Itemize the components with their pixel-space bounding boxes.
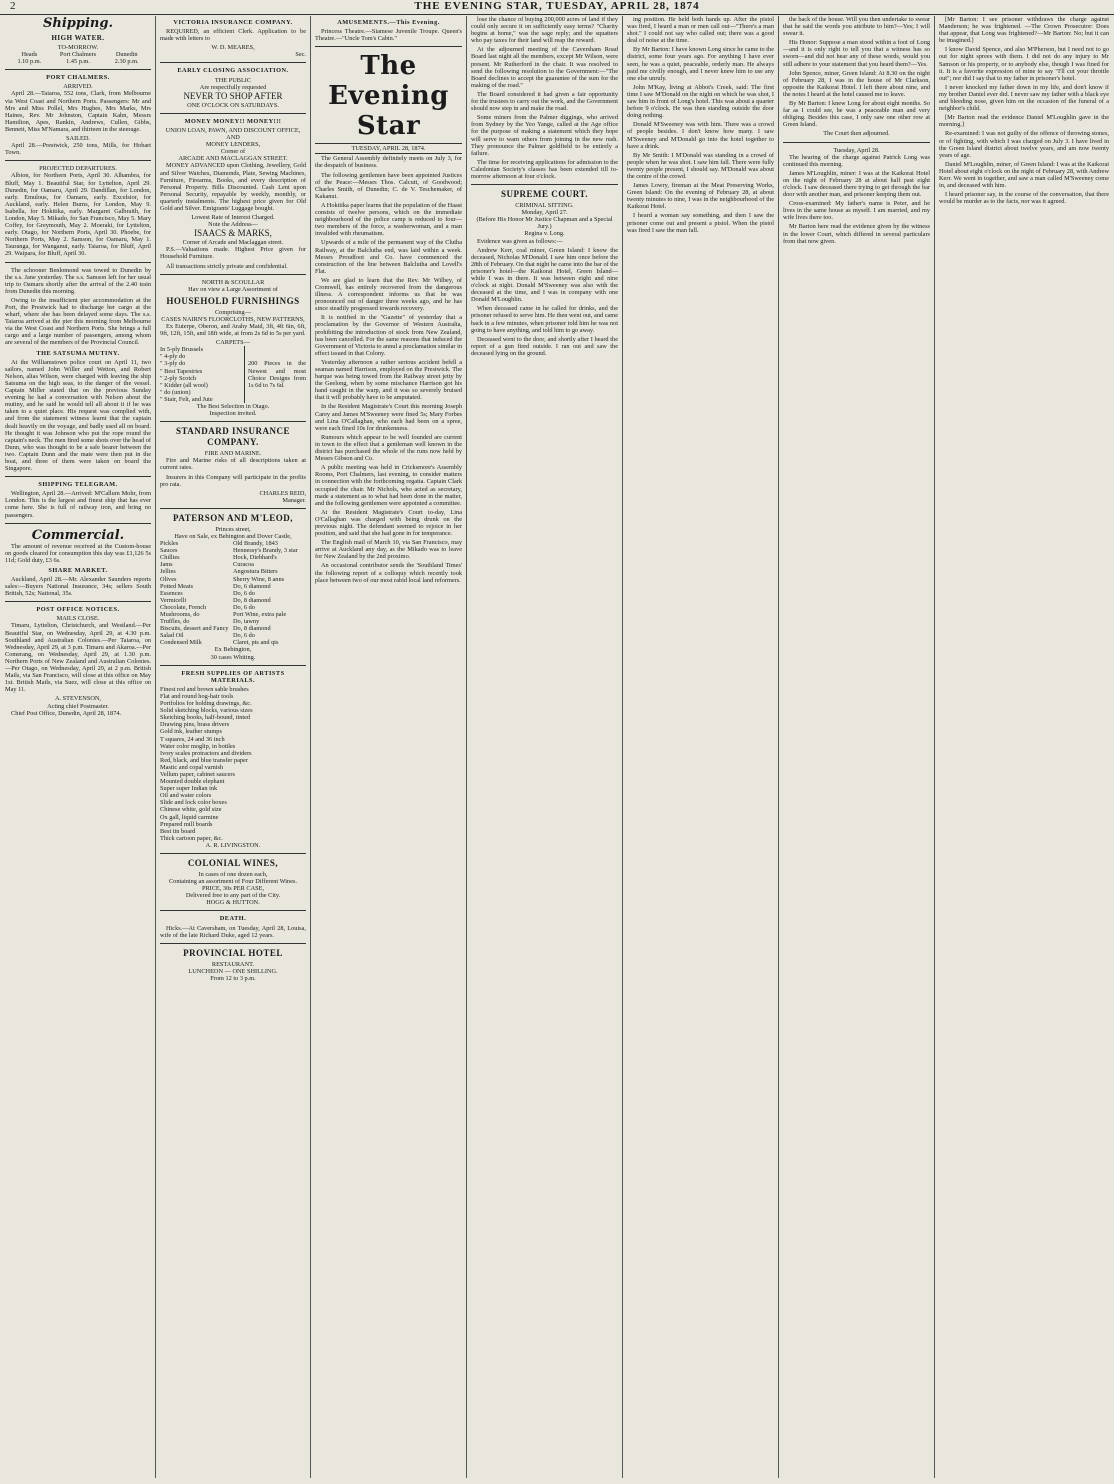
ex-ships-text: Ex Euterpe, Oberon, and Arahy Maid, 3ft, 4ft 6in, 6ft, 9ft, 12ft, 15ft, and 18ft wide, at from 2s 6d to 5s per yard. — [160, 323, 306, 338]
news-paragraph: The Board considered it had given a fair opportunity for the trustees to carry out the work, and the Government should now step in and make the road. — [471, 90, 618, 113]
editorial-paragraph: In the Resident Magistrate's Court this morning Joseph Carey and James M'Sweeney were fined 5s; Mary Forbes and Lina O'Callaghan, who each had been on a spree, were each fined 10s for drunkenness. — [315, 403, 462, 432]
commercial-text: The amount of revenue received at the Custom-house on goods cleared for consumption this day was £1,126 5s 11d; Gold duty, £3 6s. — [5, 542, 151, 564]
artists-heading: FRESH SUPPLIES OF ARTISTS MATERIALS. — [181, 669, 285, 684]
victoria-heading: VICTORIA INSURANCE COMPANY. — [173, 19, 293, 26]
editorial-paragraph: At the Resident Magistrate's Court to-day, Lina O'Callaghan was charged with being drunk on the previous night. The defendant seemed to rejoice in her position, and said that she had gone in for temperance. — [315, 508, 462, 538]
court-paragraph: I know David Spence, and also M'Pherson, but I need not to go out for night sprees with them. I did not do any injury to Mr Samson or his property, or to anybody else, though I was fined for it. It is a favorite expression of mine to say "I'll cut your throttle out"; nor did I say that to my father in prisoner's hotel. — [939, 46, 1109, 82]
share-market-text: Auckland, April 28.—Mr. Alexander Saunders reports sales:—Buyers National Insurance, 34s; sellers South British, 52s; National, 35s. — [5, 576, 151, 598]
goods-item: Truffles, do — [160, 618, 190, 626]
post-office-text: Timaru, Lyttelton, Christchurch, and Westland.—Per Beautiful Star, on Wednesday, April 29, at 4.30 p.m. Southland and Australian Colonies.—Per Taiaroa, on Wednesday, April 29, at 3 p.m. Timaru and Akaroa.—Per Comerang, on Wednesday, April 29, at 1.30 p.m. Northern Ports of New Zealand and Australian Colonies.—Per Otago, on Wednesday, April 29, at 2 p.m. British Mails, via San Francisco, will close at this office on May 1st. British Mails, via Suez, will close at this office on May 11. — [5, 622, 151, 694]
money-text: MONEY ADVANCED upon Clothing, Jewellery, Gold and Silver Watches, Diamonds, Plate, Sewing Machines, Furniture, Firearms, Books, and every description of Personal Property. Bills Discounted. Cash Lent upon Personal Security, repayable by weekly, monthly, or quarterly instalments. The highest price given for Old Gold and Silver. Emigrants' Luggage bought. — [160, 162, 306, 212]
editorial-paragraph: The English mail of March 10, via San Francisco, may arrive at Auckland any day, as the Mikado was to leave for New Zealand by the 2nd proximo. — [315, 539, 462, 561]
carpet-line: " do (union) — [160, 388, 191, 396]
victoria-text: REQUIRED, an efficient Clerk. Application to be made with letters to — [160, 28, 306, 43]
fire-marine: FIRE AND MARINE. — [204, 450, 262, 458]
artists-item: Mastic and copal varnish — [160, 763, 224, 771]
tide-dunedin-time: 2.30 p.m. — [114, 58, 139, 66]
masthead-title: The Evening Star — [328, 51, 449, 142]
projected-list: Albion, for Northern Ports, April 30. Alhambra, for Bluff, May 1. Beautiful Star, for Lyttelton, April 29. Dunedin, for Oamaru, April 29. Dandillan, for London, early. Emulous, for Oamaru, early. Excelsior, for Auckland, early. Helen Burns, for London, May 9. Isabella, for Hokitika, early. Margaret Galbraith, for London, May 5. Mikado, for San Francisco, May 5. Mary Coffey, for Greymouth, May 2. Moeraki, for Lyttelton, early. Otago, for Northern Ports, April 30. Phoebe, for Northern Ports, May 2. Samson, for Oamaru, May 1. Tauranga, for Wanganui, early. Taiaroa, for Bluff, April 29. Waipara, for Bluff, April 30. — [5, 172, 151, 258]
carpet-line: " 3-ply do — [160, 360, 186, 368]
editorial-paragraph: An occasional contributor sends the 'Southland Times' the following report of a colloquy which recently took place between two of our most rabid local land reformers. — [315, 562, 462, 584]
colonial-wines-heading: COLONIAL WINES, — [187, 858, 279, 868]
goods-item: Do, 8 diamond — [233, 596, 271, 604]
goods-item: Jellies — [160, 568, 176, 576]
arrived-text: April 28.—Taiaroa, 552 tons, Clark, from Melbourne via West Coast and Northern Ports. Passengers: Mr and Mrs and Miss Pollel, Mrs Hughes, Mrs Marks, Mrs Haines, Rev. Mr Johnston, Captain Kahn, Messrs Hamilton, Apes, Rankin, Andrews, Cullen, Gibbs, Bennett, Miss M'Namara, and thirteen in the steerage. — [5, 90, 151, 133]
court-paragraph: James M'Loughlin, miner: I was at the Kaikorai Hotel on the night of February 28 at about half past eight o'clock. I saw deceased there trying to get through the bar door with another man, and prisoner keeping them out. — [783, 169, 930, 199]
artists-item: Ox gall, liquid carmine — [160, 813, 219, 821]
delivered: Delivered free to any part of the City. — [185, 892, 281, 900]
court-paragraph: Cross-examined: My father's name is Peter, and he lives in the same house as myself. I am married, and my wife lives there too. — [783, 200, 930, 222]
tide-port-time: 1.45 p.m. — [66, 58, 90, 66]
goods-item: Curacoa — [233, 561, 254, 569]
note-address: Note the Address— — [208, 221, 258, 229]
column-court-1 — [624, 16, 777, 1478]
editorial-paragraph: A public meeting was held in Cricksmore's Assembly Rooms, Port Chalmers, last evening, to consider matters in connection with the forthcoming regatta. Captain Clark occupied the chair. Mr Nichols, who acted as secretary, made a statement as to what had been done in the matter, and the following gentlemen were appointed a committee. — [315, 464, 462, 507]
goods-item: Old Brandy, 1843 — [233, 540, 278, 548]
court-before: (Before His Honor Mr Justice Chapman and a Special Jury.) — [476, 216, 613, 231]
whiting-cases: 30 cases Whiting. — [210, 653, 256, 661]
news-paragraph: Some miners from the Palmer diggings, who arrived from Sydney by the Yeo Yange, called at the Age office for the purpose of making a statement which they hope will serve to warn others from joining in the new rush. They pronounce the Palmer goldfield to be entirely a failure. — [471, 114, 618, 157]
goods-item: Port Wine, extra pale — [233, 611, 287, 618]
artists-item: Solid sketching blocks, various sizes — [160, 707, 253, 715]
sailed-label: SAILED. — [66, 135, 90, 143]
court-paragraph: John Spence, miner, Green Island: At 8.30 on the night of February 28, I was in the house of Mr Clarkson, opposite the Kaikorai Hotel. I left there about nine, and the notes I heard at the hotel caused me to leave. — [783, 69, 930, 98]
carpet-line: " Kidder (all wool) — [160, 381, 208, 389]
editorial-paragraph: Yesterday afternoon a rather serious accident befell a seaman named Harrison, employed on the Prestwick. The barque was being towed from the Railway street jetty by the Geelong, when by some mischance Harrison got his hand caught in the warp, and it was so severely bruised that it will probably have to be amputated. — [315, 358, 462, 402]
victoria-signature: W. D. MEARES, — [211, 44, 255, 52]
share-market-heading: SHARE MARKET. — [48, 566, 108, 574]
court-paragraph: James Lowry, fireman at the Meat Preserving Works, Green Island: On the evening of February 28, at about twenty minutes to nine, I was in the neighbourhood of the Kaikorai Hotel. — [627, 182, 774, 211]
one-oclock: ONE O'CLOCK ON SATURDAYS. — [187, 101, 279, 109]
requested: Are respectfully requested — [199, 83, 267, 91]
news-paragraph: The time for receiving applications for admission to the Caledonian Society's classes has been extended till to-morrow afternoon at four o'clock. — [471, 158, 618, 180]
court-paragraph: John M'Kay, living at Abbot's Creek, said: The first time I saw M'Donald on the night on which he was shot, I saw him in front of Long's hotel. This was about a quarter before 9 o'clock. He was then standing outside the door doing nothing. — [627, 83, 774, 120]
livingston-signature: A. R. LIVINGSTON. — [205, 841, 261, 849]
projected-label: PROJECTED DEPARTURES. — [39, 165, 117, 173]
goods-item: Vermicelli — [160, 596, 187, 604]
carpet-block — [160, 346, 306, 403]
artists-list — [160, 686, 306, 842]
court-paragraph: I never knocked my father down in my life, and don't know if my brother Daniel ever did. I never saw my father with a black eye and bleeding nose, given him on the occasion of the funeral of a neighbor's child. — [939, 83, 1109, 113]
column-rule — [778, 16, 779, 1478]
editorial-paragraph: The following gentlemen have been appointed Justices of the Peace:—Messrs Thos. Calcutt, of Goodwood; Charles Smith, of Dunedin; C. de V. Teschemaker, of Kakanui. — [315, 171, 462, 200]
amusements-text: Princess Theatre.—Siamese Juvenile Troupe. Queen's Theatre.—"Uncle Tom's Cabin." — [315, 28, 462, 43]
artists-item: Prepared mill boards — [160, 820, 213, 828]
mutiny-heading: THE SATSUMA MUTINY. — [36, 349, 120, 357]
goods-item: Biscuits, dessert and Fancy — [160, 625, 229, 633]
editorial-dateline: TUESDAY, APRIL 28, 1874. — [351, 145, 426, 153]
goods-item: Olives — [160, 575, 177, 583]
goods-item: Sherry Wine, 8 anns — [233, 575, 285, 583]
have-on-view: Hav on view a Large Assortment of — [188, 285, 278, 293]
editorial-paragraph: Rumours which appear to be well founded are current in town to the effect that a gentleman well known in the district has purchased the whole of the runs now held by Messrs Gibson and Co. — [315, 433, 462, 463]
running-title: THE EVENING STAR, TUESDAY, APRIL 28, 1874 — [414, 0, 700, 12]
goods-item: Do, 6 do — [233, 632, 255, 640]
the-public: THE PUBLIC — [214, 76, 252, 84]
goods-item: Hennessy's Brandy, 3 star — [233, 547, 298, 555]
provincial-heading: PROVINCIAL HOTEL — [183, 947, 283, 958]
court-paragraph: His Honor: Suppose a man stood within a foot of Long—and it is only right to tell you that a witness has so sworn—and did not hear any of these words, would you still adhere to your statement that you heard them?—Yes. — [783, 39, 930, 68]
court-date: Monday, April 27. — [521, 209, 568, 217]
goods-table — [160, 540, 306, 646]
goods-item: Claret, pts and qts — [233, 639, 279, 647]
post-office-heading: POST OFFICE NOTICES. — [36, 606, 120, 614]
column-rule — [466, 16, 467, 1478]
victoria-signature-role: Sec. — [295, 51, 306, 59]
goods-item: Angostura Bitters — [233, 568, 278, 576]
editorial-paragraph: Upwards of a mile of the permanent way of the Clutha Railway, at the Balclutha end, was laid within a week. Messrs Proudfoot and Co. have commenced the construction of the line between Balclutha and Lovell's Flat. — [315, 239, 462, 275]
goods-item: Potted Meats — [160, 582, 194, 590]
tuesday-label: Tuesday, April 28. — [833, 146, 880, 154]
court-paragraph: [Mr Barton: I see prisoner withdraws the charge against Manderson; he was frightened. —The Crown Prosecutor: Does that appear, that Long was frightened?—Mr Barton: No; but it can be imagined.] — [939, 16, 1109, 45]
post-place: Chief Post Office, Dunedin, April 28, 1874. — [11, 709, 122, 717]
corner-of: Corner of — [220, 148, 246, 156]
tide-table-times — [5, 58, 151, 65]
news-paragraph: lose the chance of buying 200,000 acres of land if they could only secure it on sufficiently easy terms? "Charity begins at home," was the sage reply; and the squatters who pay taxes for their land will reap the reward. — [471, 16, 618, 45]
tide-port-label: Port Chalmers — [59, 51, 97, 59]
commercial-heading: Commercial. — [31, 527, 125, 543]
goods-item: Chillies — [160, 554, 180, 562]
artists-item: Oil and water colors — [160, 792, 212, 800]
goods-item: Do, 6 diamond — [233, 582, 271, 590]
artists-item: Thick cartoon paper, &c. — [160, 834, 223, 842]
goods-item: Condensed Milk — [160, 639, 202, 647]
court-paragraph: The hearing of the charge against Patrick Long was continued this morning. — [783, 153, 930, 168]
ex-bebington: Ex Bebington, — [214, 646, 252, 654]
death-text: Hicks.—At Caversham, on Tuesday, April 28, Louisa, wife of the late Richard Duke, aged 12 years. — [160, 924, 306, 939]
price: PRICE, 30s PER CASE, — [201, 885, 265, 893]
money-line: MONEY MONEY!! MONEY!!! — [184, 117, 282, 125]
goods-item: Do, 6 do — [233, 603, 255, 611]
carpet-note: 200 Pieces in the Newest and most Choice Designs from 1s 6d to 7s 6d. — [244, 346, 306, 403]
court-paragraph: Daniel M'Loughlin, miner, of Green Island: I was at the Kaikorai Hotel about eight o'clock on the night of February 28, with Andrew Kerr. We went in together, and saw a man called M'Sweeney come in, and deceased with him. — [939, 160, 1109, 190]
restaurant: RESTAURANT. — [211, 960, 255, 968]
and-label: AND — [226, 134, 240, 142]
lowest-rate: Lowest Rate of Interest Charged. — [191, 214, 275, 222]
artists-item: Red, black, and blue transfer paper — [160, 756, 248, 764]
artists-item: Slide and lock color boxes — [160, 799, 227, 807]
artists-item: Best tin board — [160, 827, 196, 835]
goods-item: Hock, Diebhard's — [233, 554, 277, 562]
telegram-text: Wellington, April 28.—Arrived: M'Callum Mohr, from London. This is the largest and finest ship that has ever come here. She is full of railway iron, and bring no passengers. — [5, 490, 151, 519]
artists-item: Water color moglip, in bottles — [160, 742, 236, 750]
mails-close-label: MAILS CLOSE. — [56, 615, 100, 623]
best-selection: The Best Selection in Otago. — [196, 403, 270, 411]
household-heading: HOUSEHOLD FURNISHINGS — [166, 295, 300, 306]
fire-text: Fire and Marine risks of all descriptions taken at current rates. — [160, 457, 306, 472]
column-rule — [934, 16, 935, 1478]
criminal-sitting: CRIMINAL SITTING. — [515, 202, 574, 210]
artists-item: Chinese white, gold size — [160, 806, 222, 814]
containing: Containing an assortment of Four Different Wines. — [168, 878, 298, 886]
editorial-paragraph: We are glad to learn that the Rev. Mr Wilbey, of Cromwell, has entirely recovered from the dangerous illness. A correspondent informs us that he was pronounced out of danger three weeks ago, and he has since steadily progressed towards recovery. — [315, 276, 462, 313]
sailed-text: April 28.—Prestwick, 250 tons, Mills, for Hobart Town. — [5, 142, 151, 157]
column-advertisements — [157, 16, 309, 1478]
column-rule — [310, 16, 311, 1478]
carpet-line: " 2-ply Scotch — [160, 374, 197, 382]
post-signature-role: Acting chief Postmaster. — [47, 702, 109, 710]
comprising: Comprising— — [214, 308, 252, 316]
court-paragraph: By Mr Smith: I M'Donald was standing in a crowd of people when he was shot. I saw him fall. There were fully twenty people present, I should say. M'Donald was about the centre of the crowd. — [627, 151, 774, 180]
paterson-heading: PATERSON AND M'LEOD, — [173, 512, 293, 523]
isaacs-marks: ISAACS & MARKS, — [194, 228, 272, 239]
carpet-list — [160, 346, 244, 403]
goods-item: Essences — [160, 589, 183, 597]
artists-item: Mounted double elephant — [160, 778, 225, 786]
otago-text: The schooner Benlomond was towed to Dunedin by the s.s. Jane yesterday. The s.s. Samson left for her usual trip to Oamaru shortly after the arrival of the 2.40 train from Dunedin this morning. — [5, 266, 151, 295]
goods-item: Do, 8 diamond — [233, 625, 271, 633]
artists-item: Sketching books, half-bound, tinted — [160, 714, 251, 722]
colonial-text: In cases of one dozen each, — [198, 871, 268, 878]
princes-street: Princes street, — [215, 525, 251, 533]
north-scoullar: NORTH & SCOULLAR — [201, 278, 265, 286]
tide-table-header — [5, 51, 151, 58]
court-paragraph: Mr Barton here read the evidence given by the witness in the lower Court, which differed in several particulars from that now given. — [783, 223, 930, 245]
luncheon: LUNCHEON — ONE SHILLING. — [188, 967, 278, 975]
column-court-2 — [780, 16, 933, 1478]
carpets-label: CARPETS— — [216, 339, 250, 347]
court-paragraph: the back of the house. Will you then undertake to swear that he said the words you attribute to him?—Yes; I will swear it. — [783, 16, 930, 38]
have-on-sale: Have on Sale, ex Bebington and Dover Castle, — [174, 532, 292, 540]
hogg-hutton: HOGG & HUTTON. — [206, 899, 260, 907]
goods-item: Chocolate, French — [160, 603, 207, 611]
court-paragraph: I heard a woman say something, and then I saw the prisoner come out and present a pistol. When the pistol was fired I saw the man fall. — [627, 212, 774, 234]
artists-item: T squares, 24 and 36 inch — [160, 735, 225, 743]
reid-role: Manager. — [282, 496, 306, 504]
court-paragraph: I heard prisoner say, in the course of the conversation, that there would be murder as to the facts, nor was it agreed. — [939, 191, 1109, 206]
goods-item: Jams — [160, 561, 173, 569]
artists-item: Gold ink, leather stumps — [160, 728, 222, 736]
carpet-line: " 4-ply do — [160, 353, 186, 361]
editorial-paragraph: The General Assembly definitely meets on July 3, for the despatch of business. — [315, 155, 462, 170]
reid-signature: CHARLES REID, — [259, 489, 306, 497]
court-paragraph: [Mr Barton read the evidence Daniel M'Loughlin gave in the morning.] — [939, 114, 1109, 129]
goods-item: Salad Oil — [160, 632, 184, 640]
union-loan: UNION LOAN, PAWN, AND DISCOUNT OFFICE, — [165, 126, 301, 134]
nairn-cases: CASES NAIRN'S FLOORCLOTHS, NEW PATTERNS, — [161, 315, 305, 323]
court-paragraph: Deceased went to the door, and shortly after I heard the report of a gun fired outside. I ran out and saw the deceased lying on the ground. — [471, 335, 618, 357]
arrived-label: ARRIVED. — [63, 83, 93, 91]
luncheon-hours: From 12 to 3 p.m. — [210, 974, 256, 982]
column-news — [468, 16, 621, 1478]
goods-item: Pickles — [160, 540, 179, 548]
artists-item: Vellum paper, cabinet saucers — [160, 770, 235, 778]
transactions-text: All transactions strictly private and confidential. — [166, 262, 288, 270]
goods-item: Do, 6 do — [233, 589, 255, 597]
goods-left-list — [160, 540, 233, 646]
artists-item: Flat and round hog-hair tools — [160, 692, 234, 700]
court-paragraph: When deceased came in he called for drinks, and the prisoner refused to serve him. He then went out, and came back in a few minutes, when prisoner told him he was not going to have anything, and told him to go away. — [471, 305, 618, 334]
column-court-3 — [936, 16, 1112, 1478]
artists-item: Ivory scales protractors and dividers — [160, 749, 252, 757]
column-rule — [622, 16, 623, 1478]
goods-item: Do, tawny — [233, 618, 260, 626]
corner-arcade: Corner of Arcade and Maclaggan street. — [182, 239, 284, 247]
post-signature: A. STEVENSON, — [54, 695, 101, 703]
early-closing-heading: EARLY CLOSING ASSOCIATION. — [177, 67, 289, 75]
editorial-paragraph: A Hokitika paper learns that the population of the Haast consists of twelve persons, which on the immediate neighbourhood of the police camp is reduced to four—two members of the force, a washerwoman, and a man invalided with rheumatism. — [315, 201, 462, 238]
supreme-court-heading: SUPREME COURT. — [500, 189, 589, 200]
goods-item: Sauces — [160, 547, 178, 555]
artists-item: Drawing pins, brass drivers — [160, 721, 230, 729]
never-shop: NEVER TO SHOP AFTER — [183, 90, 283, 101]
goods-right-list — [233, 540, 306, 646]
ships-paragraph: Owing to the insufficient pier accommodation at the Port, the Prestwick had to discharge her cargo at the wharf, where she has been delayed some days. The s.s. Taiaroa arrived at the pier this morning from Melbourne via the West Coast and Northern Ports. She brings a full cargo and a large number of passengers, among whom are several of the members of the Provincial Council. — [5, 296, 151, 347]
tide-heads-label: Heads — [21, 51, 38, 59]
arcade-address: ARCADE AND MACLAGGAN STREET. — [178, 155, 288, 163]
money-lenders: MONEY LENDERS, — [205, 141, 261, 149]
column-shipping — [2, 16, 154, 1478]
running-header — [0, 0, 1114, 15]
case-title: Regina v. Long. — [524, 230, 565, 238]
news-paragraph: At the adjourned meeting of the Caversham Road Board last night all the members, except Mr Wilson, were present. Mr Rutherford in the chair. It was resolved to send the following resolution to the Government:—"The Board declines to accept the guarantee of the sum for the making of the road." — [471, 46, 618, 89]
court-paragraph: Donald M'Sweeney was with him. There was a crowd of people besides. I don't know how many. I saw M'Sweeney and M'Donald go into the hotel together to have a drink. — [627, 121, 774, 150]
tide-heads-time: 1.10 p.m. — [17, 58, 42, 66]
column-rule — [155, 16, 156, 1478]
carpet-line: In 5-ply Brussels — [160, 346, 204, 354]
court-paragraph: Re-examined: I was not guilty of the offence of throwing stones, or of fighting, with which I was charged on July 3. I have lived in the Green Island district about twelve years, and am now twenty years of age. — [939, 130, 1109, 159]
court-paragraph: By Mr Barton: I have known Long since he came to the district, some four years ago. For anything I have ever seen, he was a quiet, peaceable, orderly man. He always paid me civilly enough, and I never knew him to use any one else unruly. — [627, 46, 774, 82]
mutiny-text: At the Williamstown police court on April 11, two sailors, named John Willer and Wetton, and Robert Nelson, alias Wilson, were charged with leaving the ship Satsuma on the high seas, to the danger of the vessel. Captain Miller stated that on the previous Sunday evening he had a conversation with Nelson about the mutiny, and he said he would tell all about it if he was taken to a quiet place. His request was complied with, and from the statement witness learnt that the captain dealt heavily on the voyage, and badly used all on board. He thought it was Johnson who put the rope round the captain's neck. The men fired some shots over the head of Dunn, who was thought to be a safe bearer between the two. Captain Dunn and the mate were then put in the boat, and three of them were taken on board the Singapore. — [5, 358, 151, 473]
artists-item: Portfolios for holding drawings, &c. — [160, 700, 252, 708]
court-paragraph: By Mr Barton: I knew Long for about eight months. So far as I could see, he was a peaceable man and very obliging. Besides this case, I only saw one other row at Green Island. — [783, 100, 930, 129]
court-paragraph: Evidence was given as follows:— — [477, 237, 563, 245]
artists-item: Super super Indian ink — [160, 785, 218, 793]
shipping-heading: Shipping. — [43, 16, 113, 31]
amusements-heading: AMUSEMENTS.—This Evening. — [337, 19, 440, 26]
column-editorial — [312, 16, 465, 1478]
inspection-invited: Inspection invited. — [209, 410, 257, 418]
tide-dunedin-label: Dunedin — [115, 51, 138, 59]
court-paragraph: Andrew Kerr, coal miner, Green Island: I know the deceased, Nicholas M'Donald. I saw him once before the 28th of February. On that night he came into the bar of the prisoner's hotel—the Kaikorai Hotel, Green Island—while I was in there. It was between eight and nine o'clock at night. Donald M'Sweeney was also with the deceased at the time, and I was in company with one Donald M'Loughlin. — [471, 246, 619, 304]
editorial-paragraph: It is notified in the "Gazette" of yesterday that a proclamation by the Governor of Western Australia, prohibiting the introduction of stock from New Zealand, has been cancelled. For the same reasons that induced the Government of Victoria to annul a proclamation similar in effect issued in that Colony. — [315, 314, 462, 357]
carpet-line: " Best Tapestries — [160, 367, 203, 375]
insurers-text: Insurers in this Company will participate in the profits pro rata. — [160, 473, 306, 488]
court-adjourned: The Court then adjourned. — [823, 130, 890, 138]
port-chalmers-heading: PORT CHALMERS. — [46, 74, 110, 82]
court-paragraph: ing position. He held both hands up. After the pistol was fired, I heard a man or men call out—"There's a man shot." I could not say who called out; there was a good deal of noise at the time. — [627, 16, 774, 45]
standard-insurance-heading: STANDARD INSURANCE COMPANY. — [175, 426, 291, 448]
high-water-heading: HIGH WATER. — [51, 34, 105, 42]
ps-text: P.S.—Valuations made. Highest Price given for Household Furniture. — [160, 246, 306, 261]
death-heading: DEATH. — [219, 915, 247, 923]
page-number: 2 — [10, 0, 16, 12]
carpet-line: " Stair, Felt, and Jute — [160, 395, 213, 403]
telegram-heading: SHIPPING TELEGRAM. — [38, 481, 118, 489]
artists-item: Finest red and brown sable brushes — [160, 685, 249, 693]
to-morrow-label: TO-MORROW. — [57, 44, 99, 51]
goods-item: Mushrooms, do — [160, 611, 200, 618]
